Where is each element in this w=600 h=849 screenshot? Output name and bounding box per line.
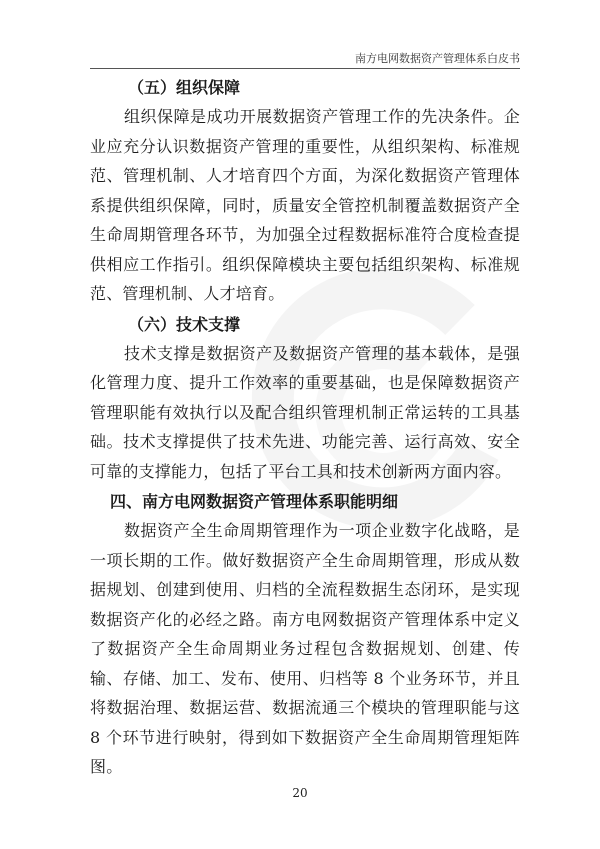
header-title: 南方电网数据资产管理体系白皮书	[355, 52, 520, 65]
section-heading-technology: （六）技术支撑	[128, 314, 241, 334]
header-divider	[90, 68, 520, 69]
paragraph-functions: 数据资产全生命周期管理作为一项企业数字化战略，是一项长期的工作。做好数据资产全生命周期管理，形成从数据规划、创建到使用、归档的全流程数据生态闭环，是实现数据资产化的必经之路。南方电网数据资产管理体系中定义了数据资产全生命周期业务过程包含数据规划、创建、传输、存储、加工、发布、使用、归档等 8 个业务环节，并且将数据治理、数据运营、数据流通三个模块的管理职能与这 8 个环节进行映射，得到如下数据资产全生命周期管理矩阵图。	[90, 521, 520, 776]
main-content	[90, 74, 520, 782]
page-number: 20	[292, 786, 308, 800]
paragraph-organization: 组织保障是成功开展数据资产管理工作的先决条件。企业应充分认识数据资产管理的重要性，从组织架构、标准规范、管理机制、人才培育四个方面，为深化数据资产管理体系提供组织保障，同时，质量安全管控机制覆盖数据资产全生命周期管理各环节，为加强全过程数据标准符合度检查提供相应工作指引。组织保障模块主要包括组织架构、标准规范、管理机制、人才培育。	[90, 107, 520, 303]
page-header	[90, 44, 520, 70]
chapter-heading-functions: 四、南方电网数据资产管理体系职能明细	[110, 492, 399, 511]
section-heading-organization: （五）组织保障	[128, 78, 241, 97]
paragraph-technology: 技术支撑是数据资产及数据资产管理的基本载体，是强化管理力度、提升工作效率的重要基础，也是保障数据资产管理职能有效执行以及配合组织管理机制正常运转的工具基础。技术支撑提供了技术先进、功能完善、运行高效、安全可靠的支撑能力，包括了平台工具和技术创新两方面内容。	[90, 343, 520, 481]
